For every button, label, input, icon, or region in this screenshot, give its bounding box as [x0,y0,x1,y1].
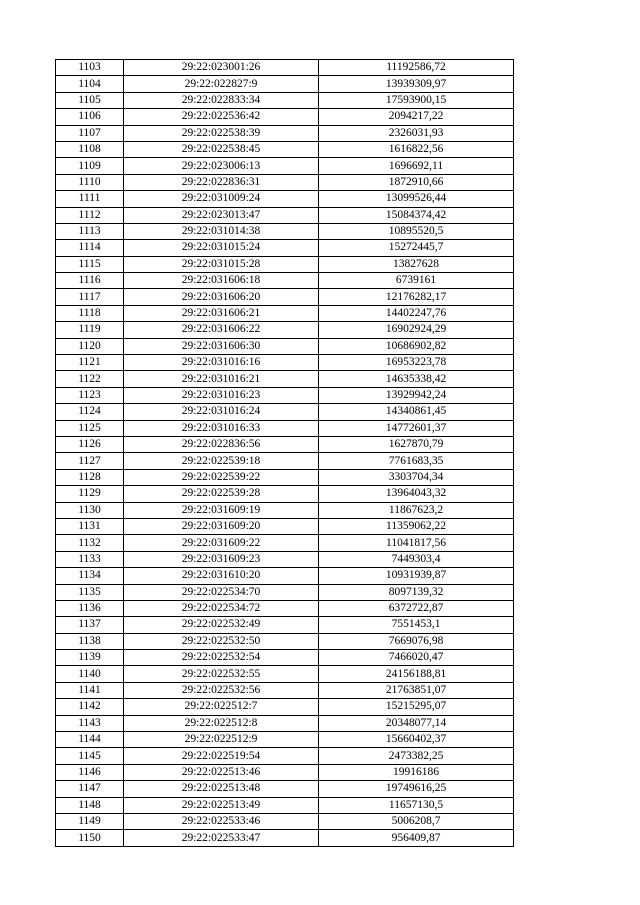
cadastral-number-cell: 29:22:022532:55 [124,666,319,682]
table-row [56,584,514,600]
cadastral-value-cell: 11192586,72 [319,60,514,76]
table-row [56,797,514,813]
table-row [56,223,514,239]
cadastral-value-cell: 10686902,82 [319,338,514,354]
cadastral-number-cell: 29:22:031606:18 [124,273,319,289]
cadastral-number-cell: 29:22:022519:54 [124,748,319,764]
cadastral-number-cell: 29:22:022836:56 [124,436,319,452]
cadastral-number-cell: 29:22:022532:54 [124,650,319,666]
row-number-cell: 1126 [56,436,124,452]
table-row [56,617,514,633]
table-row [56,830,514,846]
cadastral-value-cell: 7449303,4 [319,551,514,567]
table-row [56,289,514,305]
cadastral-number-cell: 29:22:022512:8 [124,715,319,731]
cadastral-number-cell: 29:22:031015:28 [124,256,319,272]
table-row [56,518,514,534]
table-row [56,141,514,157]
table-row [56,453,514,469]
cadastral-value-cell: 956409,87 [319,830,514,846]
cadastral-value-cell: 17593900,15 [319,92,514,108]
cadastral-number-cell: 29:22:023001:26 [124,60,319,76]
cadastral-number-cell: 29:22:022513:46 [124,764,319,780]
cadastral-number-cell: 29:22:031016:16 [124,355,319,371]
table-row [56,535,514,551]
cadastral-number-cell: 29:22:022533:47 [124,830,319,846]
table-row [56,813,514,829]
cadastral-value-cell: 24156188,81 [319,666,514,682]
cadastral-value-cell: 13099526,44 [319,191,514,207]
cadastral-number-cell: 29:22:022538:45 [124,141,319,157]
cadastral-value-cell: 13939309,97 [319,76,514,92]
table-row [56,174,514,190]
cadastral-number-cell: 29:22:022539:18 [124,453,319,469]
cadastral-value-cell: 15660402,37 [319,732,514,748]
cadastral-value-cell: 11657130,5 [319,797,514,813]
table-row [56,486,514,502]
table-row [56,732,514,748]
cadastral-value-cell: 7761683,35 [319,453,514,469]
row-number-cell: 1131 [56,518,124,534]
cadastral-number-cell: 29:22:022539:22 [124,469,319,485]
table-row [56,502,514,518]
table-row [56,666,514,682]
row-number-cell: 1150 [56,830,124,846]
cadastral-number-cell: 29:22:031609:23 [124,551,319,567]
cadastral-value-cell: 3303704,34 [319,469,514,485]
cadastral-number-cell: 29:22:022532:56 [124,682,319,698]
row-number-cell: 1147 [56,781,124,797]
row-number-cell: 1118 [56,305,124,321]
table-row [56,600,514,616]
row-number-cell: 1122 [56,371,124,387]
row-number-cell: 1144 [56,732,124,748]
table-row [56,240,514,256]
row-number-cell: 1142 [56,699,124,715]
cadastral-value-cell: 15272445,7 [319,240,514,256]
table-row [56,781,514,797]
row-number-cell: 1137 [56,617,124,633]
table-row [56,748,514,764]
row-number-cell: 1140 [56,666,124,682]
table-row [56,305,514,321]
cadastral-number-cell: 29:22:031606:22 [124,322,319,338]
cadastral-value-cell: 13964043,32 [319,486,514,502]
row-number-cell: 1146 [56,764,124,780]
row-number-cell: 1138 [56,633,124,649]
cadastral-value-cell: 16953223,78 [319,355,514,371]
row-number-cell: 1119 [56,322,124,338]
row-number-cell: 1105 [56,92,124,108]
cadastral-number-cell: 29:22:022513:48 [124,781,319,797]
cadastral-value-cell: 1627870,79 [319,436,514,452]
row-number-cell: 1103 [56,60,124,76]
table-row [56,355,514,371]
table-row [56,387,514,403]
table-row [56,322,514,338]
cadastral-number-cell: 29:22:022532:49 [124,617,319,633]
table-row [56,469,514,485]
row-number-cell: 1111 [56,191,124,207]
table-row [56,682,514,698]
row-number-cell: 1130 [56,502,124,518]
row-number-cell: 1149 [56,813,124,829]
cadastral-number-cell: 29:22:022836:31 [124,174,319,190]
table-row [56,568,514,584]
cadastral-value-cell: 13929942,24 [319,387,514,403]
row-number-cell: 1116 [56,273,124,289]
cadastral-value-cell: 19749616,25 [319,781,514,797]
row-number-cell: 1148 [56,797,124,813]
row-number-cell: 1114 [56,240,124,256]
cadastral-value-cell: 21763851,07 [319,682,514,698]
cadastral-value-cell: 1696692,11 [319,158,514,174]
cadastral-number-cell: 29:22:022534:70 [124,584,319,600]
table-row [56,125,514,141]
table-row [56,92,514,108]
row-number-cell: 1141 [56,682,124,698]
table-row [56,551,514,567]
cadastral-value-cell: 10931939,87 [319,568,514,584]
row-number-cell: 1124 [56,404,124,420]
cadastral-value-cell: 7466020,47 [319,650,514,666]
cadastral-number-cell: 29:22:022512:9 [124,732,319,748]
row-number-cell: 1107 [56,125,124,141]
row-number-cell: 1115 [56,256,124,272]
row-number-cell: 1110 [56,174,124,190]
cadastral-value-cell: 15084374,42 [319,207,514,223]
row-number-cell: 1106 [56,109,124,125]
cadastral-value-cell: 5006208,7 [319,813,514,829]
cadastral-value-cell: 8097139,32 [319,584,514,600]
cadastral-number-cell: 29:22:031016:21 [124,371,319,387]
row-number-cell: 1121 [56,355,124,371]
cadastral-number-cell: 29:22:031606:21 [124,305,319,321]
row-number-cell: 1143 [56,715,124,731]
cadastral-value-cell: 7551453,1 [319,617,514,633]
cadastral-number-cell: 29:22:022532:50 [124,633,319,649]
row-number-cell: 1123 [56,387,124,403]
row-number-cell: 1104 [56,76,124,92]
row-number-cell: 1112 [56,207,124,223]
table-row [56,404,514,420]
cadastral-number-cell: 29:22:031609:20 [124,518,319,534]
cadastral-number-cell: 29:22:031016:33 [124,420,319,436]
cadastral-number-cell: 29:22:031609:22 [124,535,319,551]
row-number-cell: 1108 [56,141,124,157]
table-row [56,256,514,272]
cadastral-value-cell: 6372722,87 [319,600,514,616]
cadastral-value-cell: 1616822,56 [319,141,514,157]
cadastral-number-cell: 29:22:022536:42 [124,109,319,125]
cadastral-number-cell: 29:22:031610:20 [124,568,319,584]
cadastral-number-cell: 29:22:031016:24 [124,404,319,420]
cadastral-number-cell: 29:22:022513:49 [124,797,319,813]
cadastral-number-cell: 29:22:031014:38 [124,223,319,239]
row-number-cell: 1136 [56,600,124,616]
row-number-cell: 1109 [56,158,124,174]
cadastral-value-cell: 20348077,14 [319,715,514,731]
row-number-cell: 1134 [56,568,124,584]
row-number-cell: 1129 [56,486,124,502]
cadastral-value-cell: 2326031,93 [319,125,514,141]
cadastral-number-cell: 29:22:023006:13 [124,158,319,174]
row-number-cell: 1133 [56,551,124,567]
cadastral-number-cell: 29:22:022539:28 [124,486,319,502]
row-number-cell: 1139 [56,650,124,666]
table-row [56,109,514,125]
table-row [56,207,514,223]
cadastral-number-cell: 29:22:031606:30 [124,338,319,354]
table-row [56,158,514,174]
cadastral-number-cell: 29:22:031009:24 [124,191,319,207]
cadastral-number-cell: 29:22:022533:46 [124,813,319,829]
cadastral-value-cell: 14340861,45 [319,404,514,420]
cadastral-number-cell: 29:22:022827:9 [124,76,319,92]
cadastral-value-cell: 2473382,25 [319,748,514,764]
cadastral-value-table [55,59,514,847]
row-number-cell: 1120 [56,338,124,354]
table-row [56,436,514,452]
row-number-cell: 1125 [56,420,124,436]
cadastral-value-cell: 11867623,2 [319,502,514,518]
cadastral-value-cell: 2094217,22 [319,109,514,125]
cadastral-number-cell: 29:22:022538:39 [124,125,319,141]
row-number-cell: 1127 [56,453,124,469]
cadastral-value-cell: 14772601,37 [319,420,514,436]
table-row [56,191,514,207]
cadastral-number-cell: 29:22:022833:34 [124,92,319,108]
cadastral-number-cell: 29:22:031016:23 [124,387,319,403]
table-row [56,715,514,731]
cadastral-number-cell: 29:22:031015:24 [124,240,319,256]
table-row [56,371,514,387]
cadastral-value-cell: 14402247,76 [319,305,514,321]
table-row [56,420,514,436]
table-row [56,273,514,289]
table-row [56,338,514,354]
table-row [56,764,514,780]
table-row [56,60,514,76]
cadastral-value-cell: 16902924,29 [319,322,514,338]
row-number-cell: 1135 [56,584,124,600]
cadastral-value-cell: 12176282,17 [319,289,514,305]
table-body [56,60,514,847]
table-row [56,650,514,666]
row-number-cell: 1145 [56,748,124,764]
cadastral-value-cell: 15215295,07 [319,699,514,715]
cadastral-value-cell: 11359062,22 [319,518,514,534]
row-number-cell: 1117 [56,289,124,305]
cadastral-value-cell: 11041817,56 [319,535,514,551]
cadastral-value-cell: 14635338,42 [319,371,514,387]
cadastral-number-cell: 29:22:022534:72 [124,600,319,616]
cadastral-value-cell: 10895520,5 [319,223,514,239]
cadastral-value-cell: 6739161 [319,273,514,289]
cadastral-number-cell: 29:22:031606:20 [124,289,319,305]
table-row [56,633,514,649]
cadastral-value-cell: 7669076,98 [319,633,514,649]
table-row [56,699,514,715]
row-number-cell: 1132 [56,535,124,551]
cadastral-value-cell: 1872910,66 [319,174,514,190]
cadastral-number-cell: 29:22:022512:7 [124,699,319,715]
cadastral-value-cell: 13827628 [319,256,514,272]
cadastral-value-cell: 19916186 [319,764,514,780]
table-row [56,76,514,92]
cadastral-number-cell: 29:22:023013:47 [124,207,319,223]
cadastral-number-cell: 29:22:031609:19 [124,502,319,518]
row-number-cell: 1113 [56,223,124,239]
row-number-cell: 1128 [56,469,124,485]
